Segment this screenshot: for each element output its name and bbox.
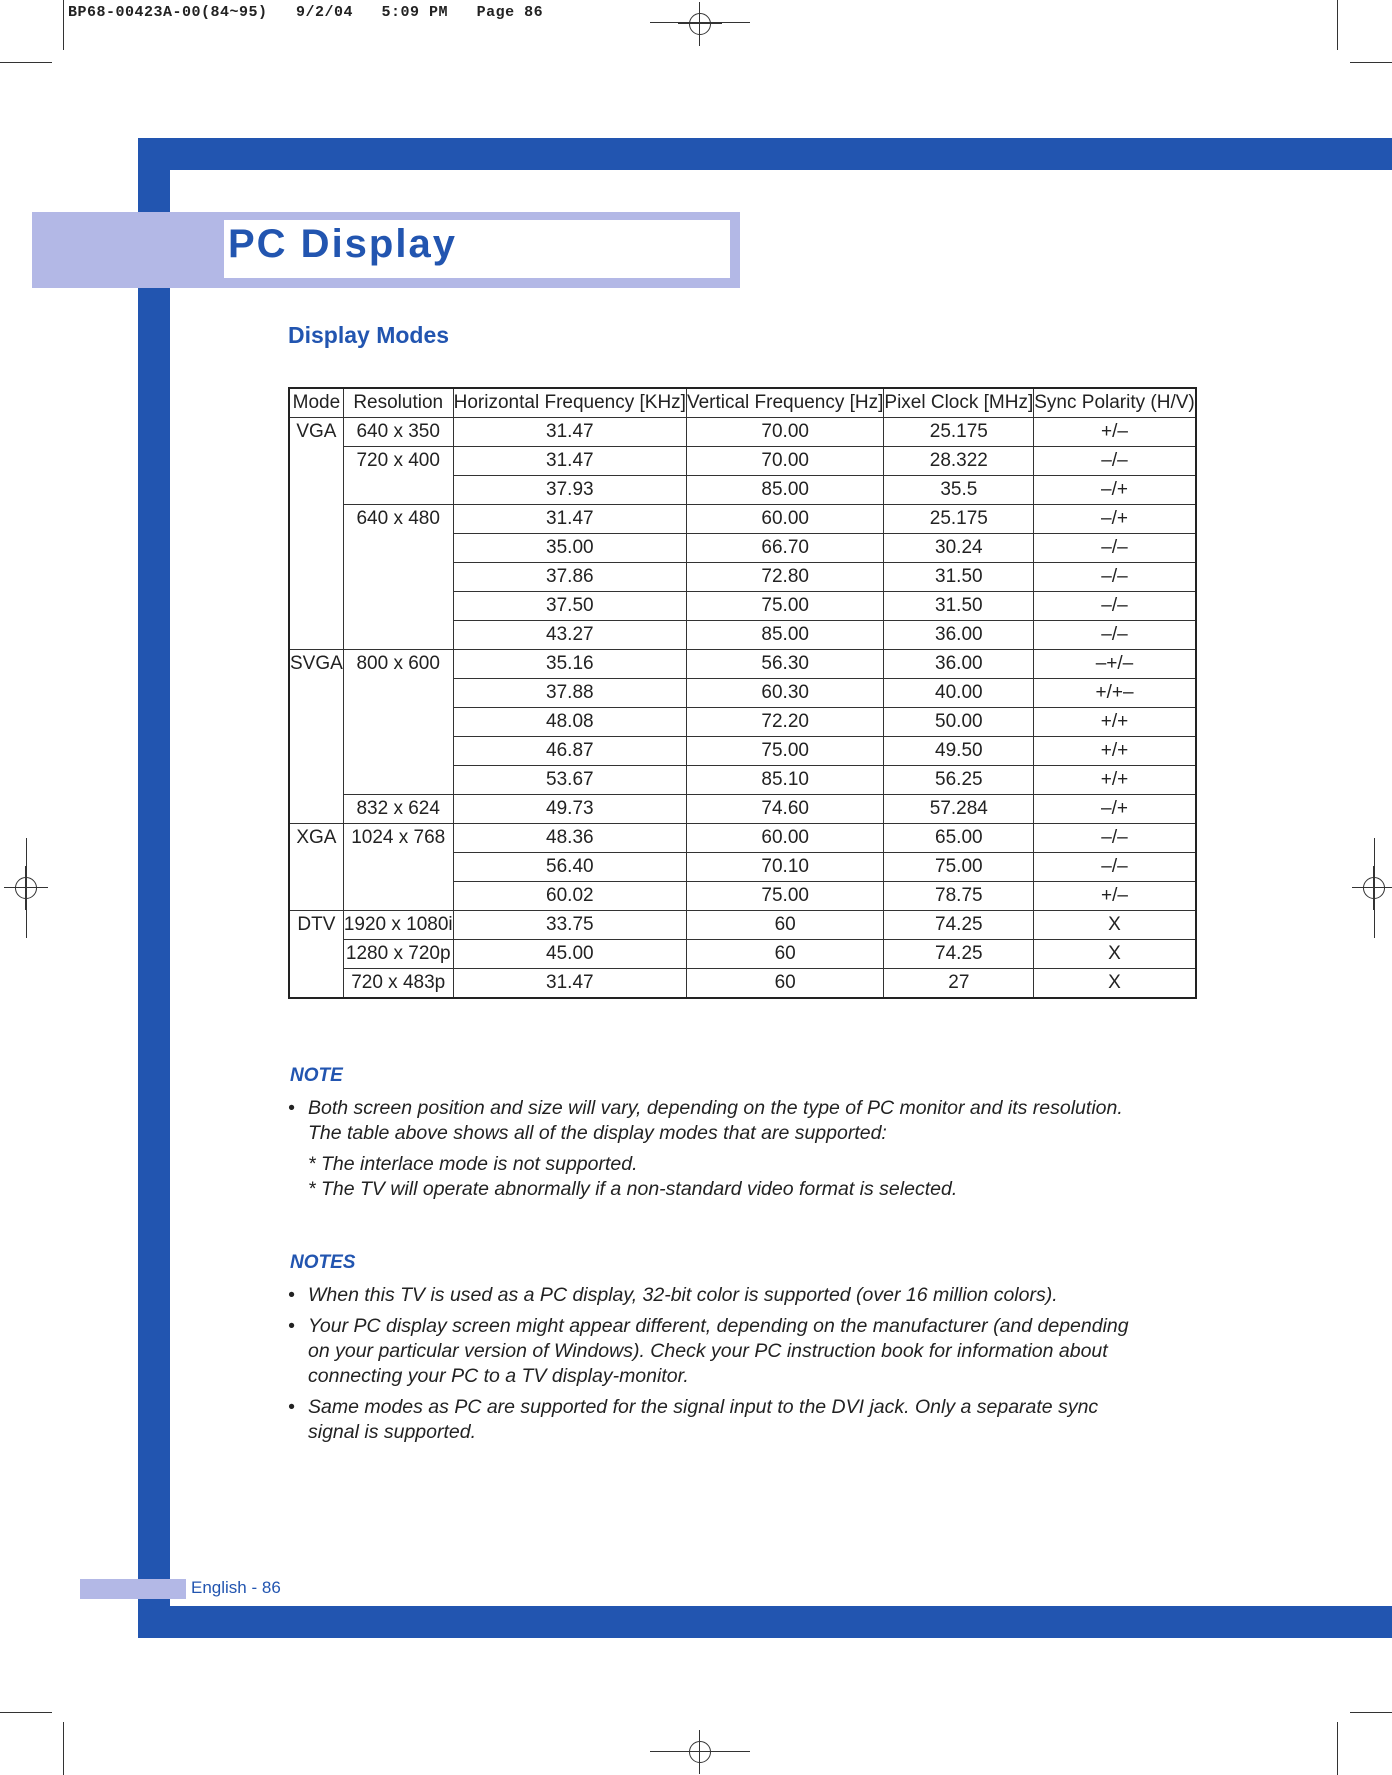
clock-cell: 31.50 bbox=[884, 563, 1034, 592]
resolution-cell: 720 x 483p bbox=[343, 969, 453, 999]
hfreq-cell: 31.47 bbox=[453, 505, 686, 534]
header-sync-polarity: Sync Polarity (H/V) bbox=[1034, 388, 1196, 418]
header-vertical-frequency: Vertical Frequency [Hz] bbox=[686, 388, 883, 418]
note-line-2: The table above shows all of the display modes that are supported: bbox=[308, 1122, 887, 1144]
vfreq-cell: 70.00 bbox=[686, 418, 883, 447]
clock-cell: 65.00 bbox=[884, 824, 1034, 853]
resolution-cell: 1024 x 768 bbox=[343, 824, 453, 911]
notes-heading: NOTES bbox=[290, 1252, 356, 1273]
crop-mark bbox=[1337, 1722, 1338, 1775]
vfreq-cell: 70.00 bbox=[686, 447, 883, 476]
vfreq-cell: 74.60 bbox=[686, 795, 883, 824]
notes-list bbox=[288, 1283, 1188, 1445]
clock-cell: 25.175 bbox=[884, 505, 1034, 534]
hfreq-cell: 31.47 bbox=[453, 418, 686, 447]
hfreq-cell: 37.50 bbox=[453, 592, 686, 621]
hfreq-cell: 48.08 bbox=[453, 708, 686, 737]
clock-cell: 56.25 bbox=[884, 766, 1034, 795]
sync-cell: –/– bbox=[1034, 824, 1196, 853]
crop-mark bbox=[63, 0, 64, 50]
resolution-cell: 640 x 350 bbox=[343, 418, 453, 447]
clock-cell: 27 bbox=[884, 969, 1034, 999]
hfreq-cell: 46.87 bbox=[453, 737, 686, 766]
sync-cell: –/– bbox=[1034, 447, 1196, 476]
resolution-cell: 832 x 624 bbox=[343, 795, 453, 824]
clock-cell: 49.50 bbox=[884, 737, 1034, 766]
vfreq-cell: 60 bbox=[686, 969, 883, 999]
vfreq-cell: 70.10 bbox=[686, 853, 883, 882]
clock-cell: 31.50 bbox=[884, 592, 1034, 621]
header-resolution: Resolution bbox=[343, 388, 453, 418]
hfreq-cell: 33.75 bbox=[453, 911, 686, 940]
resolution-cell: 720 x 400 bbox=[343, 447, 453, 505]
vfreq-cell: 75.00 bbox=[686, 882, 883, 911]
page-number: English - 86 bbox=[191, 1578, 281, 1597]
header-pixel-clock: Pixel Clock [MHz] bbox=[884, 388, 1034, 418]
clock-cell: 50.00 bbox=[884, 708, 1034, 737]
sync-cell: –/– bbox=[1034, 592, 1196, 621]
hfreq-cell: 53.67 bbox=[453, 766, 686, 795]
vfreq-cell: 60.00 bbox=[686, 824, 883, 853]
clock-cell: 35.5 bbox=[884, 476, 1034, 505]
sync-cell: +/+ bbox=[1034, 766, 1196, 795]
mode-cell: DTV bbox=[289, 911, 343, 999]
clock-cell: 36.00 bbox=[884, 650, 1034, 679]
clock-cell: 40.00 bbox=[884, 679, 1034, 708]
table-row bbox=[289, 505, 1196, 534]
sync-cell: –+/– bbox=[1034, 650, 1196, 679]
hfreq-cell: 48.36 bbox=[453, 824, 686, 853]
list-item: • When this TV is used as a PC display, 32-bit color is supported (over 16 million colors). bbox=[288, 1284, 1058, 1306]
mode-cell: XGA bbox=[289, 824, 343, 911]
resolution-cell: 1280 x 720p bbox=[343, 940, 453, 969]
table-row bbox=[289, 969, 1196, 999]
sync-cell: –/– bbox=[1034, 534, 1196, 563]
resolution-cell: 800 x 600 bbox=[343, 650, 453, 795]
crop-mark bbox=[1337, 0, 1338, 50]
sync-cell: –/– bbox=[1034, 853, 1196, 882]
sync-cell: X bbox=[1034, 969, 1196, 999]
hfreq-cell: 37.88 bbox=[453, 679, 686, 708]
table-header-row bbox=[289, 388, 1196, 418]
vfreq-cell: 85.00 bbox=[686, 476, 883, 505]
crop-mark bbox=[1350, 1712, 1392, 1713]
bullet-icon: • bbox=[288, 1097, 295, 1119]
clock-cell: 25.175 bbox=[884, 418, 1034, 447]
vfreq-cell: 60.00 bbox=[686, 505, 883, 534]
table-row bbox=[289, 418, 1196, 447]
hfreq-cell: 31.47 bbox=[453, 969, 686, 999]
note-line-1: Both screen position and size will vary, depending on the type of PC monitor and its resolution. bbox=[308, 1097, 1123, 1119]
print-slug: BP68-00423A-00(84~95) 9/2/04 5:09 PM Page 86 bbox=[68, 4, 544, 21]
registration-mark-icon bbox=[1352, 866, 1392, 910]
note-sub-1: * The interlace mode is not supported. bbox=[308, 1153, 638, 1175]
header-mode: Mode bbox=[289, 388, 343, 418]
crop-mark bbox=[0, 1712, 52, 1713]
sync-cell: X bbox=[1034, 911, 1196, 940]
section-title: Display Modes bbox=[288, 322, 450, 348]
clock-cell: 28.322 bbox=[884, 447, 1034, 476]
resolution-cell: 1920 x 1080i bbox=[343, 911, 453, 940]
clock-cell: 75.00 bbox=[884, 853, 1034, 882]
sync-cell: –/– bbox=[1034, 621, 1196, 650]
note-sub-2: * The TV will operate abnormally if a non-standard video format is selected. bbox=[308, 1178, 958, 1200]
vfreq-cell: 72.20 bbox=[686, 708, 883, 737]
hfreq-cell: 60.02 bbox=[453, 882, 686, 911]
vfreq-cell: 60 bbox=[686, 940, 883, 969]
hfreq-cell: 49.73 bbox=[453, 795, 686, 824]
sync-cell: –/+ bbox=[1034, 795, 1196, 824]
bullet-icon: • bbox=[288, 1315, 295, 1337]
resolution-cell: 640 x 480 bbox=[343, 505, 453, 650]
list-item: • Your PC display screen might appear different, depending on the manufacturer (and depending on your particular version of Windows). Check your PC instruction book for information about connecting your PC to a TV display-monitor. bbox=[288, 1315, 1129, 1387]
vfreq-cell: 66.70 bbox=[686, 534, 883, 563]
crop-mark bbox=[63, 1722, 64, 1775]
sync-cell: +/– bbox=[1034, 882, 1196, 911]
table-row bbox=[289, 824, 1196, 853]
list-item: • Same modes as PC are supported for the signal input to the DVI jack. Only a separate sync signal is supported. bbox=[288, 1396, 1099, 1443]
crop-mark bbox=[0, 62, 52, 63]
vfreq-cell: 60 bbox=[686, 911, 883, 940]
clock-cell: 74.25 bbox=[884, 911, 1034, 940]
registration-mark-icon bbox=[678, 2, 722, 46]
frame-top-bar bbox=[138, 138, 1392, 170]
hfreq-cell: 35.00 bbox=[453, 534, 686, 563]
footer-band bbox=[80, 1579, 186, 1599]
table-row bbox=[289, 447, 1196, 476]
vfreq-cell: 60.30 bbox=[686, 679, 883, 708]
frame-bottom-bar bbox=[138, 1606, 1392, 1638]
registration-mark-icon bbox=[678, 1730, 722, 1774]
bullet-icon: • bbox=[288, 1396, 295, 1418]
sync-cell: –/+ bbox=[1034, 505, 1196, 534]
vfreq-cell: 85.10 bbox=[686, 766, 883, 795]
hfreq-cell: 35.16 bbox=[453, 650, 686, 679]
hfreq-cell: 45.00 bbox=[453, 940, 686, 969]
hfreq-cell: 37.86 bbox=[453, 563, 686, 592]
mode-cell: SVGA bbox=[289, 650, 343, 824]
clock-cell: 78.75 bbox=[884, 882, 1034, 911]
vfreq-cell: 56.30 bbox=[686, 650, 883, 679]
registration-mark-icon bbox=[4, 866, 48, 910]
table-row bbox=[289, 911, 1196, 940]
mode-cell: VGA bbox=[289, 418, 343, 650]
header-horizontal-frequency: Horizontal Frequency [KHz] bbox=[453, 388, 686, 418]
crop-mark bbox=[1350, 62, 1392, 63]
vfreq-cell: 75.00 bbox=[686, 592, 883, 621]
sync-cell: X bbox=[1034, 940, 1196, 969]
vfreq-cell: 85.00 bbox=[686, 621, 883, 650]
display-modes-table bbox=[288, 387, 1197, 999]
note-line bbox=[288, 1096, 1188, 1121]
sync-cell: –/– bbox=[1034, 563, 1196, 592]
sync-cell: +/+ bbox=[1034, 737, 1196, 766]
sync-cell: +/– bbox=[1034, 418, 1196, 447]
frame-left-bar bbox=[138, 138, 170, 1638]
vfreq-cell: 75.00 bbox=[686, 737, 883, 766]
note-heading: NOTE bbox=[290, 1065, 343, 1086]
hfreq-cell: 37.93 bbox=[453, 476, 686, 505]
table-row bbox=[289, 940, 1196, 969]
sync-cell: +/+– bbox=[1034, 679, 1196, 708]
table-row bbox=[289, 650, 1196, 679]
bullet-icon: • bbox=[288, 1284, 295, 1306]
clock-cell: 30.24 bbox=[884, 534, 1034, 563]
hfreq-cell: 31.47 bbox=[453, 447, 686, 476]
clock-cell: 36.00 bbox=[884, 621, 1034, 650]
page-title: PC Display bbox=[228, 222, 457, 266]
clock-cell: 74.25 bbox=[884, 940, 1034, 969]
vfreq-cell: 72.80 bbox=[686, 563, 883, 592]
hfreq-cell: 43.27 bbox=[453, 621, 686, 650]
sync-cell: +/+ bbox=[1034, 708, 1196, 737]
hfreq-cell: 56.40 bbox=[453, 853, 686, 882]
table-row bbox=[289, 795, 1196, 824]
note-text bbox=[288, 1096, 1188, 1202]
clock-cell: 57.284 bbox=[884, 795, 1034, 824]
sync-cell: –/+ bbox=[1034, 476, 1196, 505]
